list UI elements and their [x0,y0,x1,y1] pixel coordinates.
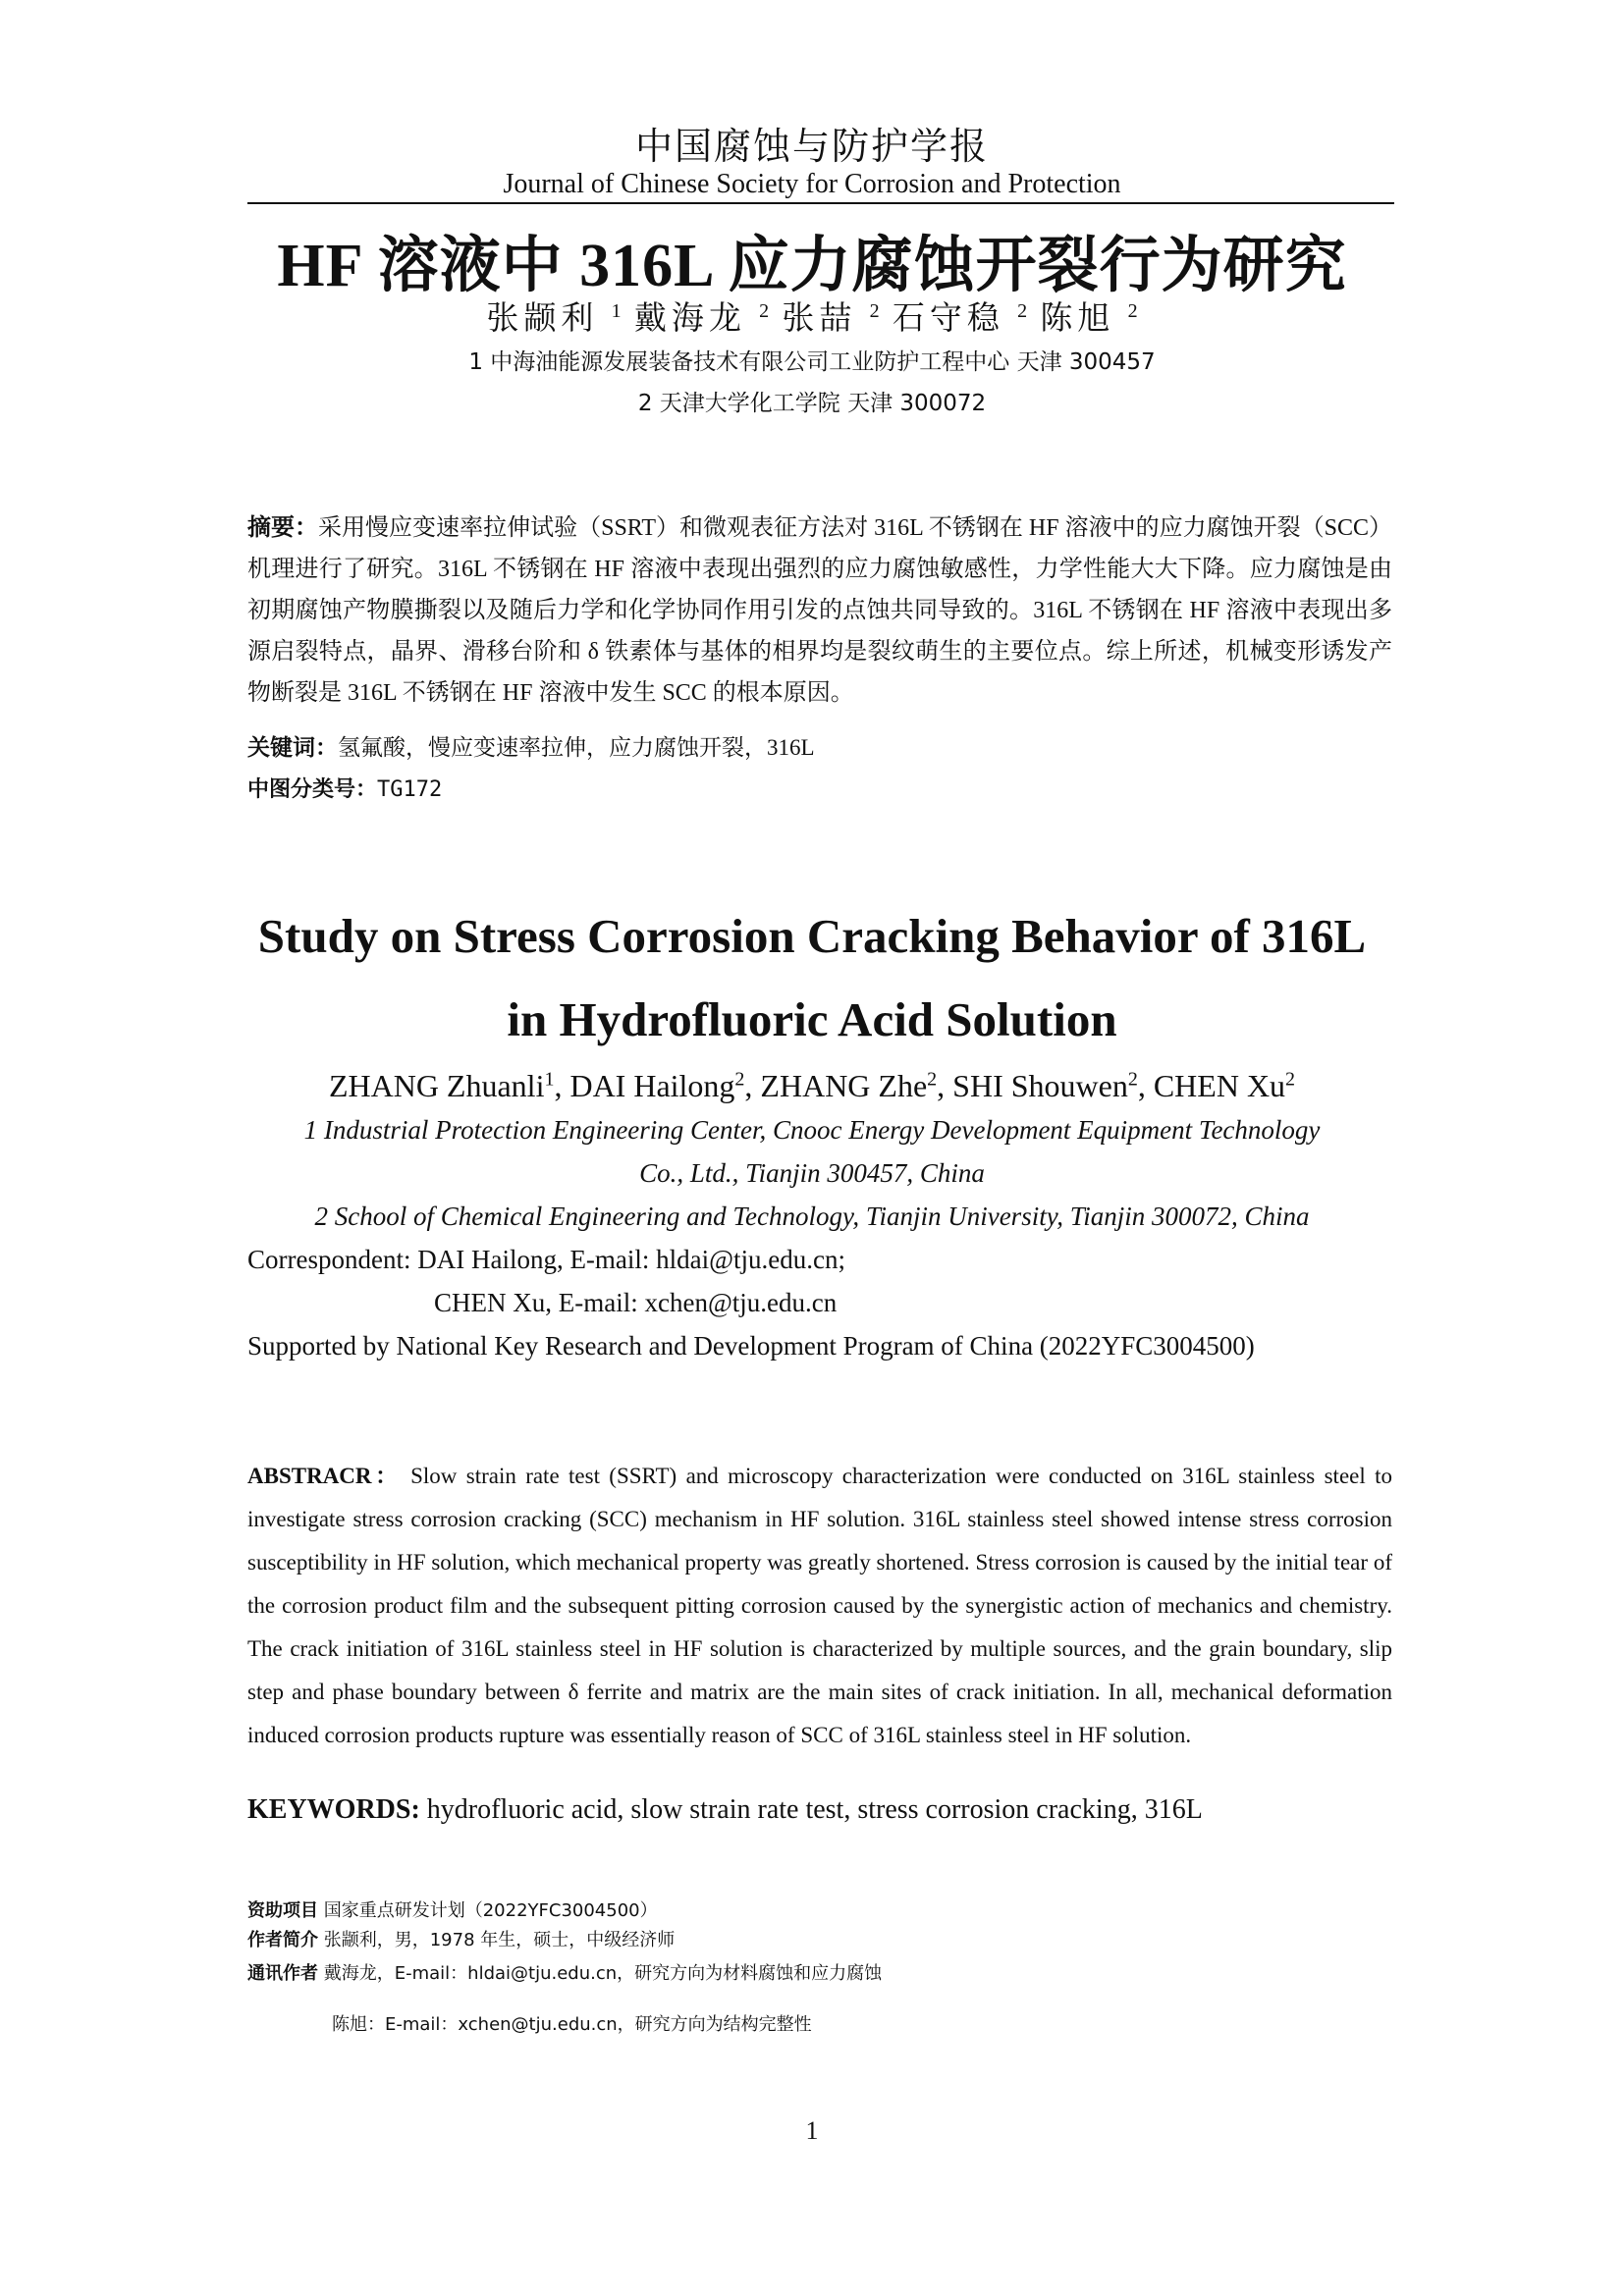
affiliation-en-1-line1: 1 Industrial Protection Engineering Center, Cnooc Energy Development Equipment Technology [303,1115,1321,1145]
footnote-correspondent [247,1959,882,1985]
author-list-cn [0,293,1624,339]
affiliation-en-2: 2 School of Chemical Engineering and Technology, Tianjin University, Tianjin 300072, China [314,1201,1310,1231]
funding-statement-en: Supported by National Key Research and Development Program of China (2022YFC3004500) [247,1331,1255,1361]
keywords-en-text: hydrofluoric acid, slow strain rate test, stress corrosion cracking, 316L [419,1794,1203,1825]
clc-value: TG172 [377,777,443,802]
author-en: CHEN Xu$^2$ [1153,1068,1296,1103]
clc-label: 中图分类号： [247,777,378,802]
correspondent-line1: Correspondent: DAI Hailong, E-mail: hldai@tju.edu.cn; [247,1245,845,1274]
affiliation-en-1-line2: Co., Ltd., Tianjin 300457, China [639,1158,985,1188]
keywords-en-label: KEYWORDS: [247,1794,420,1825]
journal-name-en: Journal of Chinese Society for Corrosion and Protection [503,169,1121,199]
keywords-cn-text: 氢氟酸，慢应变速率拉伸，应力腐蚀开裂，316L [338,735,815,760]
author-en: ZHANG Zhe$^2$, [760,1068,953,1103]
journal-name-cn: 中国腐蚀与防护学报 [634,125,989,168]
author-cn: 石守稳 $^2$ [892,300,1028,337]
affiliation-cn-2: 2 天津大学化工学院 天津 300072 [637,391,987,416]
correspondent-line2: CHEN Xu, E-mail: xchen@tju.edu.cn [434,1288,838,1317]
keywords-en [247,1794,1392,1826]
abstract-cn [247,507,1392,714]
abstract-cn-label: 摘要： [247,513,319,541]
abstract-en-label: ABSTRACR： [247,1464,402,1488]
footnote-correspondent-2: 陈旭：E-mail：xchen@tju.edu.cn，研究方向为结构完整性 [332,2014,812,2035]
author-cn: 戴海龙 $^2$ [633,300,770,337]
affiliation-cn-1: 1 中海油能源发展装备技术有限公司工业防护工程中心 天津 300457 [468,349,1156,375]
footnote-author [247,1926,675,1951]
author-cn: 张喆 $^2$ [782,300,880,337]
footnote-funding [247,1896,658,1922]
clc-number [247,773,1392,803]
author-list-en [0,1068,1624,1104]
author-en: ZHANG Zhuanli$^1$, [328,1068,570,1103]
footnote-author-label: 作者简介 [247,1930,318,1950]
keywords-cn [247,729,1392,762]
paper-title-cn: HF 溶液中 316L 应力腐蚀开裂行为研究 [277,233,1347,299]
footnote-author-text: 张颛利，男，1978 年生，硕士，中级经济师 [318,1930,676,1950]
footnote-funding-label: 资助项目 [247,1900,318,1921]
footnote-corr-label: 通讯作者 [247,1963,318,1984]
author-cn: 张颛利 $^1$ [486,300,622,337]
author-cn: 陈旭 $^2$ [1040,300,1138,337]
page-number: 1 [805,2116,819,2145]
abstract-cn-text: 采用慢应变速率拉伸试验（SSRT）和微观表征方法对 316L 不锈钢在 HF 溶液中的应力腐蚀开裂（SCC）机理进行了研究。316L 不锈钢在 HF 溶液中表现出强烈的应力腐蚀敏感性，力学性能大大下降。应力腐蚀是由初期腐蚀产物膜撕裂以及随后力学和化学协同作用引发的点蚀共同导致的。316L 不锈钢在 HF 溶液中表现出多源启裂特点，晶界、滑移台阶和 δ 铁素体与基体的相界均是裂纹萌生的主要位点。综上所述，机械变形诱发产物断裂是 316L 不锈钢在 HF 溶液中发生 SCC 的根本原因。 [247,515,1393,706]
paper-title-en-line2: in Hydrofluoric Acid Solution [507,992,1117,1046]
footnote-funding-text: 国家重点研发计划（2022YFC3004500） [318,1900,658,1921]
header-divider [247,202,1394,204]
keywords-cn-label: 关键词： [247,735,338,761]
paper-title-en-line1: Study on Stress Corrosion Cracking Behavior of 316L [257,909,1367,963]
author-en: DAI Hailong$^2$, [569,1068,761,1103]
author-en: SHI Shouwen$^2$, [952,1068,1154,1103]
abstract-en-text: Slow strain rate test (SSRT) and microscopy characterization were conducted on 316L stainless steel to investigate stress corrosion cracking (SCC) mechanism in HF solution. 316L stainless steel showed intense stress corrosion susceptibility in HF solution, which mechanical property was greatly shortened. Stress corrosion is caused by the initial tear of the corrosion product film and the subsequent pitting corrosion caused by the synergistic action of mechanics and chemistry. The crack initiation of 316L stainless steel in HF solution is characterized by multiple sources, and the grain boundary, slip step and phase boundary between δ ferrite and matrix are the main sites of crack initiation. In all, mechanical deformation induced corrosion products rupture was essentially reason of SCC of 316L stainless steel in HF solution. [247,1464,1392,1747]
abstract-en [247,1455,1392,1757]
footnote-corr-text: 戴海龙，E-mail：hldai@tju.edu.cn，研究方向为材料腐蚀和应力腐蚀 [318,1963,883,1984]
